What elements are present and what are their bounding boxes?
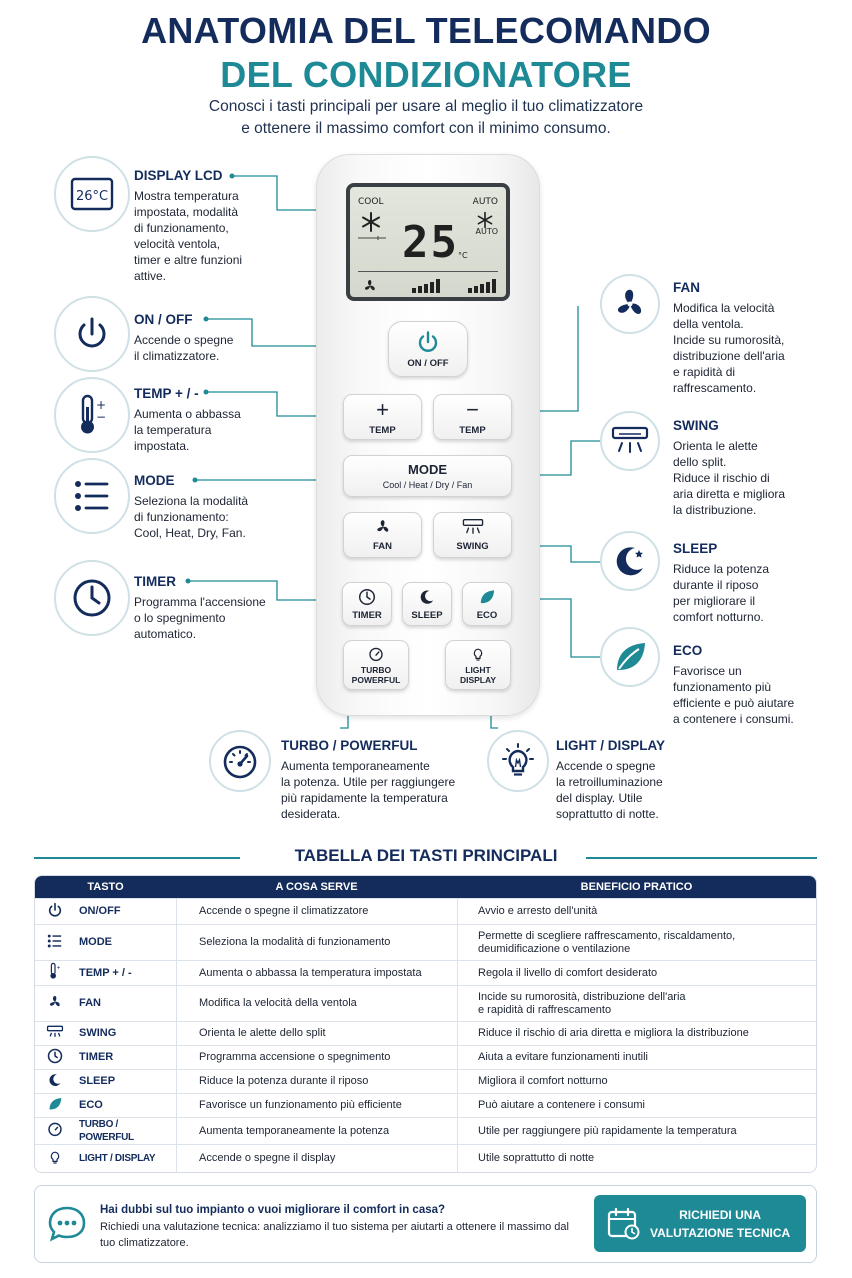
power-icon (416, 330, 440, 354)
swing-icon (461, 518, 485, 536)
list-icon (54, 458, 130, 534)
table-key-use: Accende o spegne il climatizzatore (176, 898, 457, 924)
table-key-use: Aumenta o abbassa la temperatura impostata (176, 960, 457, 985)
svg-text:26°C: 26°C (75, 189, 109, 204)
table-key-name: TURBO / POWERFUL (75, 1117, 176, 1144)
table-row (35, 1144, 816, 1172)
callout-swing-text: Orienta le alette dello split. Riduce il rischio di aria diretta e migliora la distribuzione. (673, 439, 786, 517)
page-title: ANATOMIA DEL TELECOMANDO (141, 10, 711, 51)
moon-icon (600, 531, 660, 591)
table-key-use: Orienta le alette dello split (176, 1021, 457, 1045)
thermometer-icon (35, 960, 75, 985)
timer-button-label: TIMER (352, 609, 382, 621)
callout-light-text: Accende o spegne la retroilluminazione del display. Utile soprattutto di notte. (556, 759, 663, 821)
temp-down-label: TEMP (459, 424, 486, 436)
table-key-benefit (457, 898, 816, 924)
table-row (35, 1093, 816, 1117)
light-button[interactable] (445, 640, 511, 690)
fan-icon (600, 274, 660, 334)
table-key-name: TEMP + / - (75, 960, 176, 985)
table-header-key: TASTO (35, 876, 176, 898)
mode-button-sublabel: Cool / Heat / Dry / Fan (382, 480, 473, 490)
table-key-name: MODE (75, 924, 176, 960)
moon-icon (35, 1069, 75, 1093)
cta-button-label: RICHIEDI UNA VALUTAZIONE TECNICA (650, 1207, 791, 1240)
table-row (35, 924, 816, 960)
subtitle-line: Conosci i tasti principali per usare al meglio il tuo climatizzatore (208, 98, 644, 115)
benefit-line: Migliora il comfort notturno (478, 1075, 608, 1087)
table-key-name: SLEEP (75, 1069, 176, 1093)
callout-light-title: LIGHT / DISPLAY (556, 738, 666, 753)
lcd-speed-bars-icon (412, 279, 442, 293)
table-title: TABELLA DEI TASTI PRINCIPALI (294, 846, 558, 865)
table-row (35, 1069, 816, 1093)
lcd-fan-icon (362, 278, 378, 294)
lcd-fan-auto-label: AUTO (475, 227, 498, 236)
table-row (35, 1021, 816, 1045)
lcd-mode-label: COOL (358, 197, 384, 207)
lcd-auto-label: AUTO (472, 197, 498, 207)
table-key-use: Programma accensione o spegnimento (176, 1045, 457, 1069)
clock-icon (35, 1045, 75, 1069)
table-key-name: FAN (75, 985, 176, 1021)
callout-fan-title: FAN (673, 280, 700, 295)
table-key-benefit (457, 1045, 816, 1069)
table-key-name: ECO (75, 1093, 176, 1117)
svg-text:+: + (56, 964, 61, 972)
benefit-line: Regola il livello di comfort desiderato (478, 966, 658, 979)
cta-question: Hai dubbi sul tuo impianto o vuoi migliorare il comfort in casa? (100, 1204, 446, 1216)
benefit-line: Aiuta a evitare funzionamenti inutili (478, 1051, 648, 1063)
subtitle-line: e ottenere il massimo comfort con il minimo consumo. (241, 120, 611, 137)
eco-button[interactable] (462, 582, 512, 626)
temp-up-label: TEMP (369, 424, 396, 436)
bulb-icon (487, 730, 549, 792)
table-key-name: LIGHT / DISPLAY (75, 1144, 176, 1172)
benefit-line: e rapidità di raffrescamento (478, 1003, 612, 1016)
lcd-unit: °C (458, 251, 468, 260)
svg-text:−: − (96, 410, 107, 424)
minus-icon: − (466, 396, 479, 422)
moon-icon (418, 588, 436, 606)
callout-mode-title: MODE (134, 473, 175, 488)
thermometer-icon (54, 377, 130, 453)
lcd-temperature: 25 (402, 217, 459, 268)
callout-onoff-text: Accende o spegne il climatizzatore. (134, 333, 234, 363)
callout-mode-text: Seleziona la modalità di funzionamento: Cool, Heat, Dry, Fan. (134, 494, 249, 540)
timer-button[interactable] (342, 582, 392, 626)
turbo-button-label: TURBO (360, 664, 392, 675)
benefit-line: Riduce il rischio di aria diretta e migliora la distribuzione (478, 1027, 749, 1039)
table-key-benefit (457, 985, 816, 1021)
fan-icon (35, 985, 75, 1021)
lcd-signal-bars-icon (468, 279, 498, 293)
leaf-icon (600, 627, 660, 687)
turbo-button[interactable] (343, 640, 409, 690)
eco-button-label: ECO (476, 609, 498, 621)
fan-icon (374, 518, 392, 536)
fan-button[interactable] (343, 512, 422, 558)
svg-text:+: + (96, 398, 107, 412)
table-key-benefit (457, 1093, 816, 1117)
list-icon (35, 924, 75, 960)
temp-up-button[interactable] (343, 394, 422, 440)
calendar-icon (606, 1206, 640, 1240)
page-title-line2: DEL CONDIZIONATORE (220, 54, 632, 95)
callout-temp-text: Aumenta o abbassa la temperatura impostata. (134, 407, 241, 453)
swing-icon (600, 411, 660, 471)
table-key-use: Aumenta temporaneamente la potenza (176, 1117, 457, 1144)
table-key-benefit (457, 1069, 816, 1093)
callout-sleep-text: Riduce la potenza durante il riposo per migliorare il comfort notturno. (673, 562, 770, 624)
clock-icon (358, 588, 376, 606)
gauge-icon (209, 730, 271, 792)
table-key-use: Seleziona la modalità di funzionamento (176, 924, 457, 960)
table-row (35, 1117, 816, 1144)
bulb-icon (35, 1144, 75, 1172)
callout-eco-text: Favorisce un funzionamento più efficiente e può aiutare a contenere i consumi. (673, 664, 795, 726)
benefit-line: Può aiutare a contenere i consumi (478, 1099, 645, 1111)
swing-icon (35, 1021, 75, 1045)
table-key-use: Favorisce un funzionamento più efficiente (176, 1093, 457, 1117)
light-button-label-2: DISPLAY (459, 674, 497, 685)
leaf-icon (478, 588, 496, 606)
temp-down-button[interactable] (433, 394, 512, 440)
mode-button[interactable] (343, 455, 512, 497)
leaf-icon (35, 1093, 75, 1117)
bulb-icon (470, 646, 486, 662)
callout-sleep-title: SLEEP (673, 541, 718, 556)
sleep-button[interactable] (402, 582, 452, 626)
table-key-name: TIMER (75, 1045, 176, 1069)
keys-table (34, 875, 817, 1173)
callout-turbo-text: Aumenta temporaneamente la potenza. Utile per raggiungere più rapidamente la temperatura desiderata. (281, 759, 456, 821)
table-key-benefit (457, 1117, 816, 1144)
onoff-button[interactable] (388, 321, 468, 377)
lcd-divider (358, 271, 498, 272)
table-header-row (35, 876, 816, 898)
mode-button-label: MODE (408, 462, 447, 477)
gauge-icon (368, 646, 384, 662)
callout-onoff-title: ON / OFF (134, 312, 193, 327)
swing-button-label: SWING (456, 541, 489, 552)
power-icon (35, 898, 75, 924)
callout-swing-title: SWING (673, 418, 719, 433)
table-key-use: Modifica la velocità della ventola (176, 985, 457, 1021)
benefit-line: deumidificazione o ventilazione (478, 942, 631, 955)
callout-eco-title: ECO (673, 643, 703, 658)
cta-text: Richiedi una valutazione tecnica: analizziamo il tuo sistema per aiutarti a ottenere il massimo dal tuo climatizzatore. (100, 1221, 569, 1249)
swing-button[interactable] (433, 512, 512, 558)
light-button-label: LIGHT (465, 664, 491, 675)
display-icon (54, 156, 130, 232)
table-row (35, 1045, 816, 1069)
table-key-benefit (457, 924, 816, 960)
section-divider-right (586, 857, 817, 859)
table-row (35, 898, 816, 924)
table-key-benefit (457, 960, 816, 985)
benefit-line: Permette di scegliere raffrescamento, riscaldamento, (478, 929, 736, 942)
plus-icon: + (376, 396, 389, 422)
benefit-line: Avvio e arresto dell'unità (478, 905, 598, 917)
callout-fan-text: Modifica la velocità della ventola. Incide su rumorosità, distribuzione dell'aria e rapidità di raffrescamento. (673, 301, 785, 395)
benefit-line: Incide su rumorosità, distribuzione dell'aria (478, 990, 686, 1003)
table-key-use: Accende o spegne il display (176, 1144, 457, 1172)
table-key-name: ON/OFF (75, 898, 176, 924)
lcd-indicator-icon (358, 235, 390, 241)
power-icon (54, 296, 130, 372)
callout-temp-title: TEMP + / - (134, 386, 199, 401)
chat-icon (47, 1204, 87, 1244)
snowflake-icon (360, 211, 382, 233)
table-row (35, 985, 816, 1021)
callout-display-title: DISPLAY LCD (134, 168, 223, 183)
table-key-name: SWING (75, 1021, 176, 1045)
onoff-button-label: ON / OFF (407, 357, 449, 369)
fan-button-label: FAN (373, 541, 392, 552)
callout-display-text: Mostra temperatura impostata, modalità di funzionamento, velocità ventola, timer e altre funzioni attive. (134, 189, 243, 283)
callout-turbo-title: TURBO / POWERFUL (281, 738, 418, 753)
callout-timer-title: TIMER (134, 574, 176, 589)
benefit-line: Utile soprattutto di notte (478, 1152, 595, 1164)
table-header-use: A COSA SERVE (176, 876, 457, 898)
table-header-benefit: BENEFICIO PRATICO (457, 876, 816, 898)
benefit-line: Utile per raggiungere più rapidamente la temperatura (478, 1124, 737, 1137)
gauge-icon (35, 1117, 75, 1144)
lcd-display (346, 183, 510, 301)
table-key-benefit (457, 1021, 816, 1045)
sleep-button-label: SLEEP (411, 609, 443, 621)
clock-icon (54, 560, 130, 636)
table-row (35, 960, 816, 985)
turbo-button-label-2: POWERFUL (351, 674, 401, 685)
table-key-use: Riduce la potenza durante il riposo (176, 1069, 457, 1093)
callout-timer-text: Programma l'accensione o lo spegnimento automatico. (134, 595, 266, 641)
table-key-benefit (457, 1144, 816, 1172)
